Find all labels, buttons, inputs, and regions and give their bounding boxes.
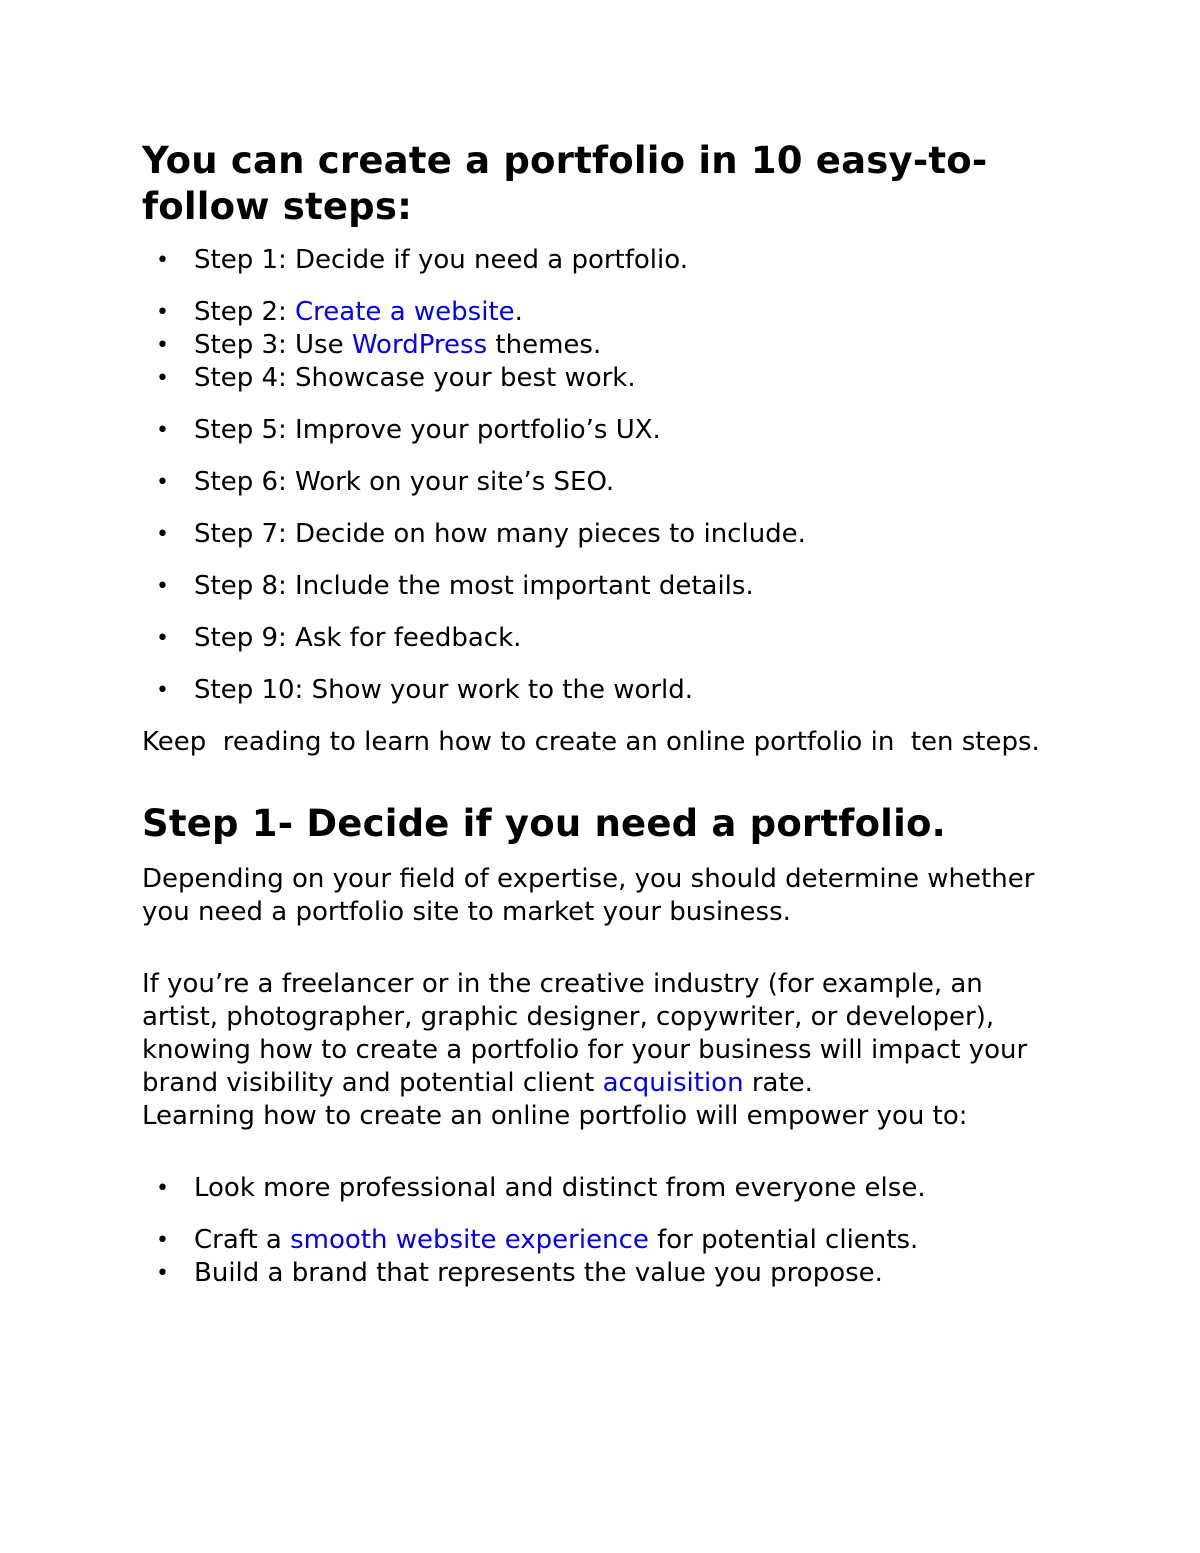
benefits-list	[142, 1172, 1062, 1290]
freelancer-text: If you’re a freelancer or in the creative industry (for example, an artist, photographer, graphic designer, copywriter, or developer), knowing how to create a portfolio for your business will impact your brand visibility and potential client	[142, 969, 1028, 1098]
smooth-website-experience-link[interactable]: smooth website experience	[290, 1225, 649, 1255]
learning-paragraph: Learning how to create an online portfolio will empower you to:	[142, 1101, 968, 1131]
wordpress-link[interactable]: WordPress	[351, 330, 488, 360]
list-item	[142, 244, 1062, 277]
step-text: Step 2:	[194, 297, 296, 327]
list-item	[142, 674, 1062, 707]
step-text: Step 3: Use	[194, 330, 352, 360]
step-text: Step 6: Work on your site’s SEO.	[194, 467, 615, 497]
benefit-text-suffix: for potential clients.	[648, 1225, 919, 1255]
steps-list	[142, 244, 1062, 707]
bullet-icon: •	[156, 574, 169, 599]
step-text-suffix: themes.	[487, 330, 602, 360]
list-item	[142, 1224, 1062, 1257]
create-website-link[interactable]: Create a website	[295, 297, 515, 327]
step-text: Step 1: Decide if you need a portfolio.	[194, 245, 688, 275]
freelancer-paragraph	[142, 968, 1062, 1100]
bullet-icon: •	[156, 333, 169, 358]
bullet-icon: •	[156, 300, 169, 325]
step-text: Step 5: Improve your portfolio’s UX.	[194, 415, 661, 445]
step-text: Step 4: Showcase your best work.	[194, 363, 636, 393]
list-item	[142, 570, 1062, 603]
step-text: Step 9: Ask for feedback.	[194, 623, 522, 653]
list-item	[142, 1257, 1062, 1290]
main-heading: You can create a portfolio in 10 easy-to-follow steps:	[142, 139, 988, 228]
benefit-text: Build a brand that represents the value you propose.	[194, 1258, 883, 1288]
bullet-icon: •	[156, 1176, 169, 1201]
bullet-icon: •	[156, 366, 169, 391]
document-page	[142, 138, 1062, 1290]
benefit-text: Craft a	[194, 1225, 291, 1255]
list-item	[142, 414, 1062, 447]
depending-paragraph: Depending on your field of expertise, you should determine whether you need a portfolio site to market your business.	[142, 864, 1035, 927]
list-item	[142, 622, 1062, 655]
list-item	[142, 329, 1062, 362]
list-item	[142, 466, 1062, 499]
benefit-text: Look more professional and distinct from everyone else.	[194, 1173, 926, 1203]
bullet-icon: •	[156, 678, 169, 703]
bullet-icon: •	[156, 626, 169, 651]
step-text: Step 7: Decide on how many pieces to include.	[194, 519, 806, 549]
step-text: Step 8: Include the most important details.	[194, 571, 754, 601]
keep-reading-paragraph: Keep reading to learn how to create an online portfolio in ten steps.	[142, 727, 1040, 757]
bullet-icon: •	[156, 470, 169, 495]
bullet-icon: •	[156, 1261, 169, 1286]
list-item	[142, 1172, 1062, 1205]
bullet-icon: •	[156, 248, 169, 273]
bullet-icon: •	[156, 522, 169, 547]
bullet-icon: •	[156, 1228, 169, 1253]
list-item	[142, 362, 1062, 395]
acquisition-link[interactable]: acquisition	[602, 1068, 744, 1098]
list-item	[142, 296, 1062, 329]
step-text-suffix: .	[514, 297, 523, 327]
list-item	[142, 518, 1062, 551]
step-text: Step 10: Show your work to the world.	[194, 675, 694, 705]
freelancer-text-suffix: rate.	[743, 1068, 813, 1098]
bullet-icon: •	[156, 418, 169, 443]
step1-heading: Step 1- Decide if you need a portfolio.	[142, 802, 946, 845]
